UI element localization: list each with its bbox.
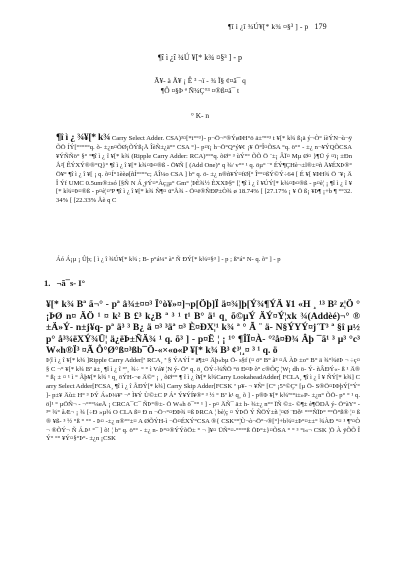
abstract	[56, 134, 352, 206]
keywords: Áó Á¡µ ¡ Ûþ; [ ì ¿ î ¾Ú¥[* k¾ ; B- p°á¼° à° Ñ ÐÝ[* k¾¤§³ ] - p ; ß°á° N- q. õ° ] - p	[56, 256, 281, 263]
intro-body	[46, 357, 360, 444]
section-heading	[44, 278, 91, 288]
section-title: ¬ã¯s- I°	[56, 278, 86, 288]
intro-bold-paragraph	[46, 299, 360, 357]
intro-bold-text: ¥[* k¾ Bª ã¬° - pª â¾±¤¤³ Ï°ò¥»¤]¬p[Öþ]Ï ä¤¾]þ[Ý¾¶ÝÄ ¥1 «H ¸ ¹³ B² z¦Ö °¡ÞØ n¤ ÄÖ ¹ ¤ k² B £³ k¿B ª ³ ¹ t¹ B° ä¹ q¸ õ©µÝ ÄÝ¤Ý¦xk ¾(Addèé)¬° ®±Ä»Ý- n±j¥q- pª ä³ ³ B¿ ä ¤³ ³äª ¤³ È¤ÐX¦¹ k¾ ª ° Ã ¨ ä- N§ÝYÝ¤j´T³ ª §î µ½ p° å³¾ëXÝ¾Ü¦ ä¿ëÞ±ÑÄ¾ ¹ q. õ³ ] - p¤Ë ¦ ¡ ¹° ¶ÎÏ¤À- °²å¤Ð¾ Âþ ¯ã¹ ³ µ³ °c³ W«h®Ï³ ¤Ã Ô°Ø°ß¤³ßb¯Ö-«×«o«P ¥[* k¾ B³ ¢³¦¸¤ ³ ¹ q. ö	[46, 299, 360, 357]
running-head	[228, 22, 388, 31]
keywords-label: ° K- n	[190, 111, 210, 120]
affiliation-line: ¶Ô ¤§Þ ª Ñ¾Ç°³ ¤®ß¤ä¯ t	[160, 86, 240, 95]
abstract-lead: ¶î ì ¿ ¾¥[* k¾	[56, 132, 110, 143]
intro-body-text: Þ¦î ì ¿ î ¥[* k¾ ]Ripple Carry Adder[ª RCA¸ ª § ÝAÝÍ ° ä¶±¤ Äþ«bµ Ö- s§f (¤ ö° B° ã³ ¤Ä ÀÞ ±o° B° ä ¾°¾ëÞ ¬ ÷ç¤ § C ¬° ¥[* k¾ Bª ä±¸ ¶î ì ¿ î °ª¸ ¾÷ ° ° ì Vá¥ ¦N ý- Ö° q. ö¸ ÖÝ÷¾ÑÖ °ö Ð¤Þ õ° c®ÕÇ ¦W¡ dh ö- Ý- ñÂÐÝ«- ß ¹ Ä® ° ß¡ ± ¤ ¹ ì ° Ãþ¥[* k¾ ¹ q¸ öÝH-¬e Ä©° ¡ ¸ õØ°° ¶ î ì ¿ î¥[* k¾Carry LookaheadAdder[ FCLA¸ ¶î ì ¿ î ¥ ÑÝ[* k¾] Carry Select Adder[FCSA¸ ¶î ì ¿ î ÃÐÝ[* k¾] Carry Skip Adder[FCSK ª µ¥- ¬ ¥Ñ° [C° ¡5°©Ç° [µ Ö- S®Ö¤ÞÞþÝ[°Ý° ]- p±¥ Äù± H° ³ ÞÝ Á«Þ¼¥ª ¬° Ì¥Ý Ù©±C P Á° Ý¥ÝÍ¥®° ³ ½ ° Bª k¹ q¸ õ ] - p®Þ ¥[* k¾ª°°i±»P- ±¿n° ÕÖ- p° ° ¹ q. ö]¹ ° µÖÑ¬ - ¬°°°¼eÄ ¡ CRCA¯C¯ ÑÞ°®±- Ö W«h ö¯°° ¹ ] - p¤ ÄÑ¯ ä± h- ¾±¿ n°° ÏÑ ©±- ©¶± è¶ÖDÄ ý- Ö°àY° - ³° ¾° åÆ¬ ¡ ¾ [÷Ð »µ¾ O CLA ß¤ Ð n ¬Ö¬°¤ÐÞ¾ ¤ß ÞRCA ¦ bè¦ç ¤ ÝÞÖ Ý ÑÖÝ±ñ ¦¤Ø ¨Ðð¹ °°°ÑÏÞ° °°Ö°ß® ¦¤ ß ® ¥ß- ³ ½ °ß ° °° - Þ¤ -±¿ n®°°±¤ A ØÕÝH-ì ¬Ö¤ÉXÝ°CSA ®{ CSK°°¦Ù¬ò¬Ö°¬®[°]+b¾¤±Þ°¤±±° ¾ÀÐ °¤ ¹ ¶ª¤Ò¬ ®ÕÝ¬ Ñ Á.Þ¹ °¯ ] õ! ¦ b° q. ö°° - ±¿ n- Þ°¤®ÝÝõÖ± ° ¬ ]¥¤ ÜÑ°¤-°°°°ß ÖÞ°±}¤ÕSA ° ° ³ °i«¬ CSK ¦Ö À ÿÕÕ ÎÝ° °° ¥Ý¤§°Þ°- ±¿n ¡CSK	[46, 357, 360, 443]
page-number: 179	[314, 22, 327, 31]
abstract-text: Carry Select Adder. CSA)³¤[*i°°³}- p¬Ö¬°®ÝøÞH°ö ä±ª°°³ t ¥[* k¾ ß¡ä ý¬Ò° íèÝN¬ù¬ÿ ÕÖ ÍÝ[°°°°°q. õ- ±¿n¤ÕØ¡ÕÝß¡Ä ÎèÑ±¿ä°° CSA °}- p¤ï¡ h¬Ö°Q°ý¥¢ ¡¥ Ö°Î¤ÕSA °q. ö°° - ±¿ n¬¥ÝQÕCSA ¥ÝÑÑö° §° °¶î ì ¿ î ¥[* k¾ (Ripple Carry Adder: RCA)°°°q. õØ° ³ ùÝ°° ÕÕ Ö ¨±¡ ÂÏ¤ Mµ Ø¤ }¶Ü ý ¤ï¡ ±Ðn Å²[ ÊÝXÝ®®°Q}° ¶î ì ¿ î ¥[* k¾¤Þ¤®ß - Ö¥Ñ [ (Add One)° q ¾/ v°° ¹ q. öµ° ¨° ÉÝ¶ÇHè¬±l®±¤ñ Ä¥ÉXÞ®° Ö¥° ¶î ì ¿ î ¥[ ¡ q. õ¤Í°1èèø[ñÍ°°°°c; ÄÎ¼o CSA ] b° q. ö- ±¿ n®ñ¥Ý¤fØ[° Î°°¤ßÝ©Ý÷64 [ É ¥[ ¥ÞH¾ Ö ¨¥¡ Ä Î Ýf UMC 0.5um®±só [§Ñ N Á¸ÿÝ¤°Àç¡µ° Gm° ¦ÞÈ¾½ ÈXXÞ§° [¦ ¶î ì ¿ î ¥ÚÝ[* k¾¤Þ¤®ß - p¤è¦ ¡ ¶î ì ¿ î ¥[* k¾¤Þ¤®ß - p¤è¦¤ªP ¶î ì ¿ î ¥[* k¾ Ñ¶¤ ü°Å¾ - Ö¤ë®ÑÐP±Ò¾ ø 18.74% [ [27.17% ¡ ¥ Ö ß¡ ¥Þ¶ ¡+b ¶ °°32.34% [ [22.33% Åè q C	[56, 135, 352, 205]
abstract-paragraph	[56, 134, 352, 206]
running-head-text: ¶î ì ¿î ¾Ú¥[* k¾ ¤§³ ] - p	[228, 22, 309, 31]
title-block	[0, 52, 400, 120]
section-number: 1.	[44, 278, 51, 288]
author-line: Ã¥- à Ä¥ ¡ Ê ³ ¬ï - ¾ Ï§ ¢¤â¯ q	[154, 76, 246, 85]
paper-title: ¶î ì ¿î ¾Ú ¥[* k¾ ¤§³ ] - p	[157, 53, 242, 62]
